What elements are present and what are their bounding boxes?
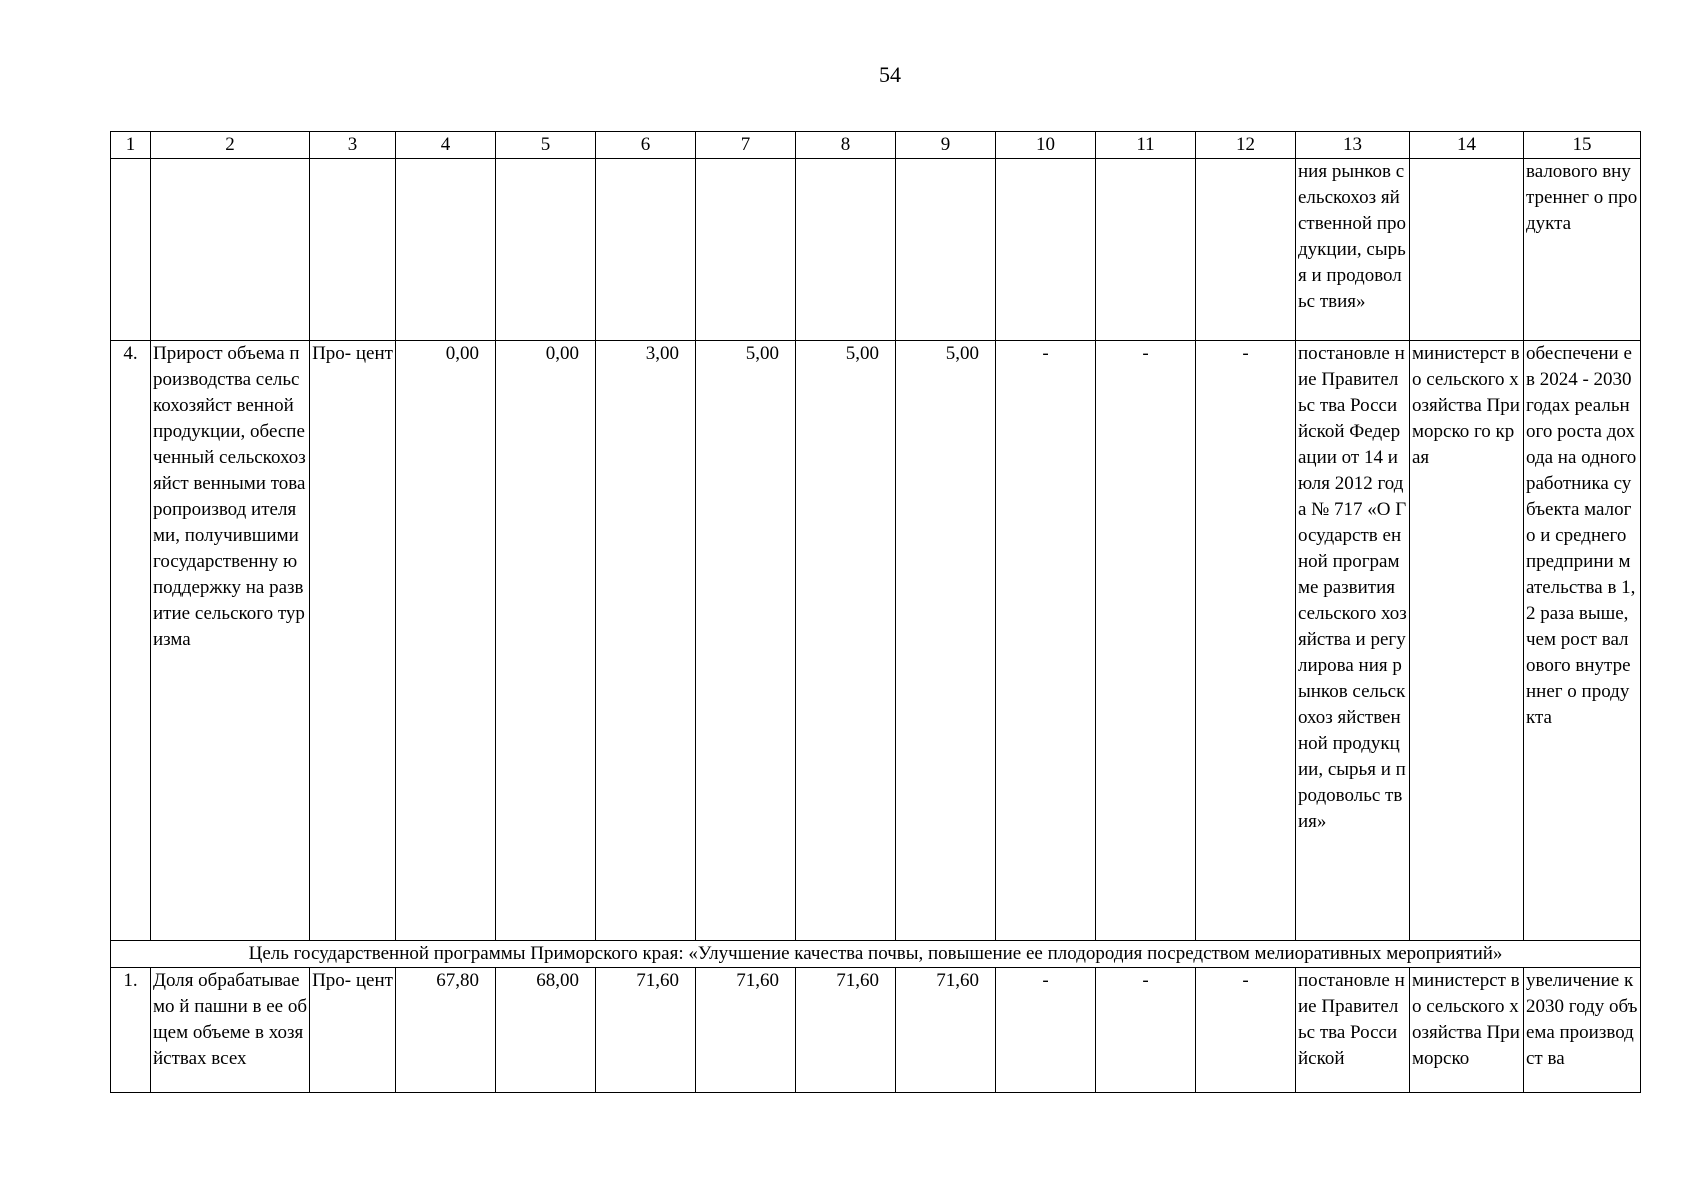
goal-row xyxy=(111,941,1641,968)
value-cell: 5,00 xyxy=(696,341,796,941)
table-row-continued xyxy=(111,159,1641,341)
column-number: 7 xyxy=(696,132,796,159)
value-cell: 67,80 xyxy=(396,968,496,1093)
value-cell: 0,00 xyxy=(396,341,496,941)
indicator-name: Доля обрабатываемо й пашни в ее общем объеме в хозяйствах всех xyxy=(151,968,310,1093)
column-number: 6 xyxy=(596,132,696,159)
value-cell: 71,60 xyxy=(596,968,696,1093)
column-number: 11 xyxy=(1096,132,1196,159)
value-cell: 3,00 xyxy=(596,341,696,941)
indicator-name: Прирост объема производства сельскохозяйст венной продукции, обеспеченный сельскохозяйст венными товаропроизвод ителями, получившими государственну ю поддержку на развитие сельского туризма xyxy=(151,341,310,941)
column-number: 8 xyxy=(796,132,896,159)
indicators-table xyxy=(110,131,1641,1093)
column-number: 15 xyxy=(1524,132,1641,159)
unit-cell: Про- цент xyxy=(310,341,396,941)
value-cell: - xyxy=(1096,341,1196,941)
responsible-cell: министерст во сельского хозяйства Приморско го края xyxy=(1410,341,1524,941)
column-number: 13 xyxy=(1296,132,1410,159)
value-cell: 71,60 xyxy=(796,968,896,1093)
value-cell: 68,00 xyxy=(496,968,596,1093)
value-cell: 5,00 xyxy=(896,341,996,941)
legal-basis-cell: постановле ние Правительс тва Российской xyxy=(1296,968,1410,1093)
unit-cell: Про- цент xyxy=(310,968,396,1093)
value-cell: - xyxy=(1096,968,1196,1093)
expected-result-cell: валового внутреннег о продукта xyxy=(1524,159,1641,341)
column-number: 1 xyxy=(111,132,151,159)
column-number: 2 xyxy=(151,132,310,159)
expected-result-cell: увеличение к 2030 году объема производст ва xyxy=(1524,968,1641,1093)
row-number: 4. xyxy=(111,341,151,941)
value-cell: - xyxy=(996,968,1096,1093)
column-number: 10 xyxy=(996,132,1096,159)
table-row xyxy=(111,341,1641,941)
table-row xyxy=(111,968,1641,1093)
column-number: 12 xyxy=(1196,132,1296,159)
value-cell: - xyxy=(1196,968,1296,1093)
column-number-row xyxy=(111,132,1641,159)
value-cell: 71,60 xyxy=(896,968,996,1093)
column-number: 9 xyxy=(896,132,996,159)
row-number: 1. xyxy=(111,968,151,1093)
column-number: 3 xyxy=(310,132,396,159)
value-cell: 5,00 xyxy=(796,341,896,941)
legal-basis-cell: постановле ние Правительс тва Российской Федерации от 14 июля 2012 года № 717 «О Государств енной программе развития сельского хозяйства и регулирова ния рынков сельскохоз яйственной продукции, сырья и продовольс твия» xyxy=(1296,341,1410,941)
program-goal: Цель государственной программы Приморского края: «Улучшение качества почвы, повышение ее плодородия посредством мелиоративных мероприятий» xyxy=(111,941,1641,968)
legal-basis-cell: ния рынков сельскохоз яйственной продукции, сырья и продовольс твия» xyxy=(1296,159,1410,341)
value-cell: - xyxy=(1196,341,1296,941)
value-cell: 71,60 xyxy=(696,968,796,1093)
column-number: 4 xyxy=(396,132,496,159)
responsible-cell: министерст во сельского хозяйства Приморско xyxy=(1410,968,1524,1093)
value-cell: 0,00 xyxy=(496,341,596,941)
value-cell: - xyxy=(996,341,1096,941)
page-number: 54 xyxy=(879,62,901,87)
column-number: 14 xyxy=(1410,132,1524,159)
column-number: 5 xyxy=(496,132,596,159)
expected-result-cell: обеспечени е в 2024 - 2030 годах реального роста дохода на одного работника субъекта малого и среднего предприни мательства в 1,2 раза выше, чем рост валового внутреннег о продукта xyxy=(1524,341,1641,941)
